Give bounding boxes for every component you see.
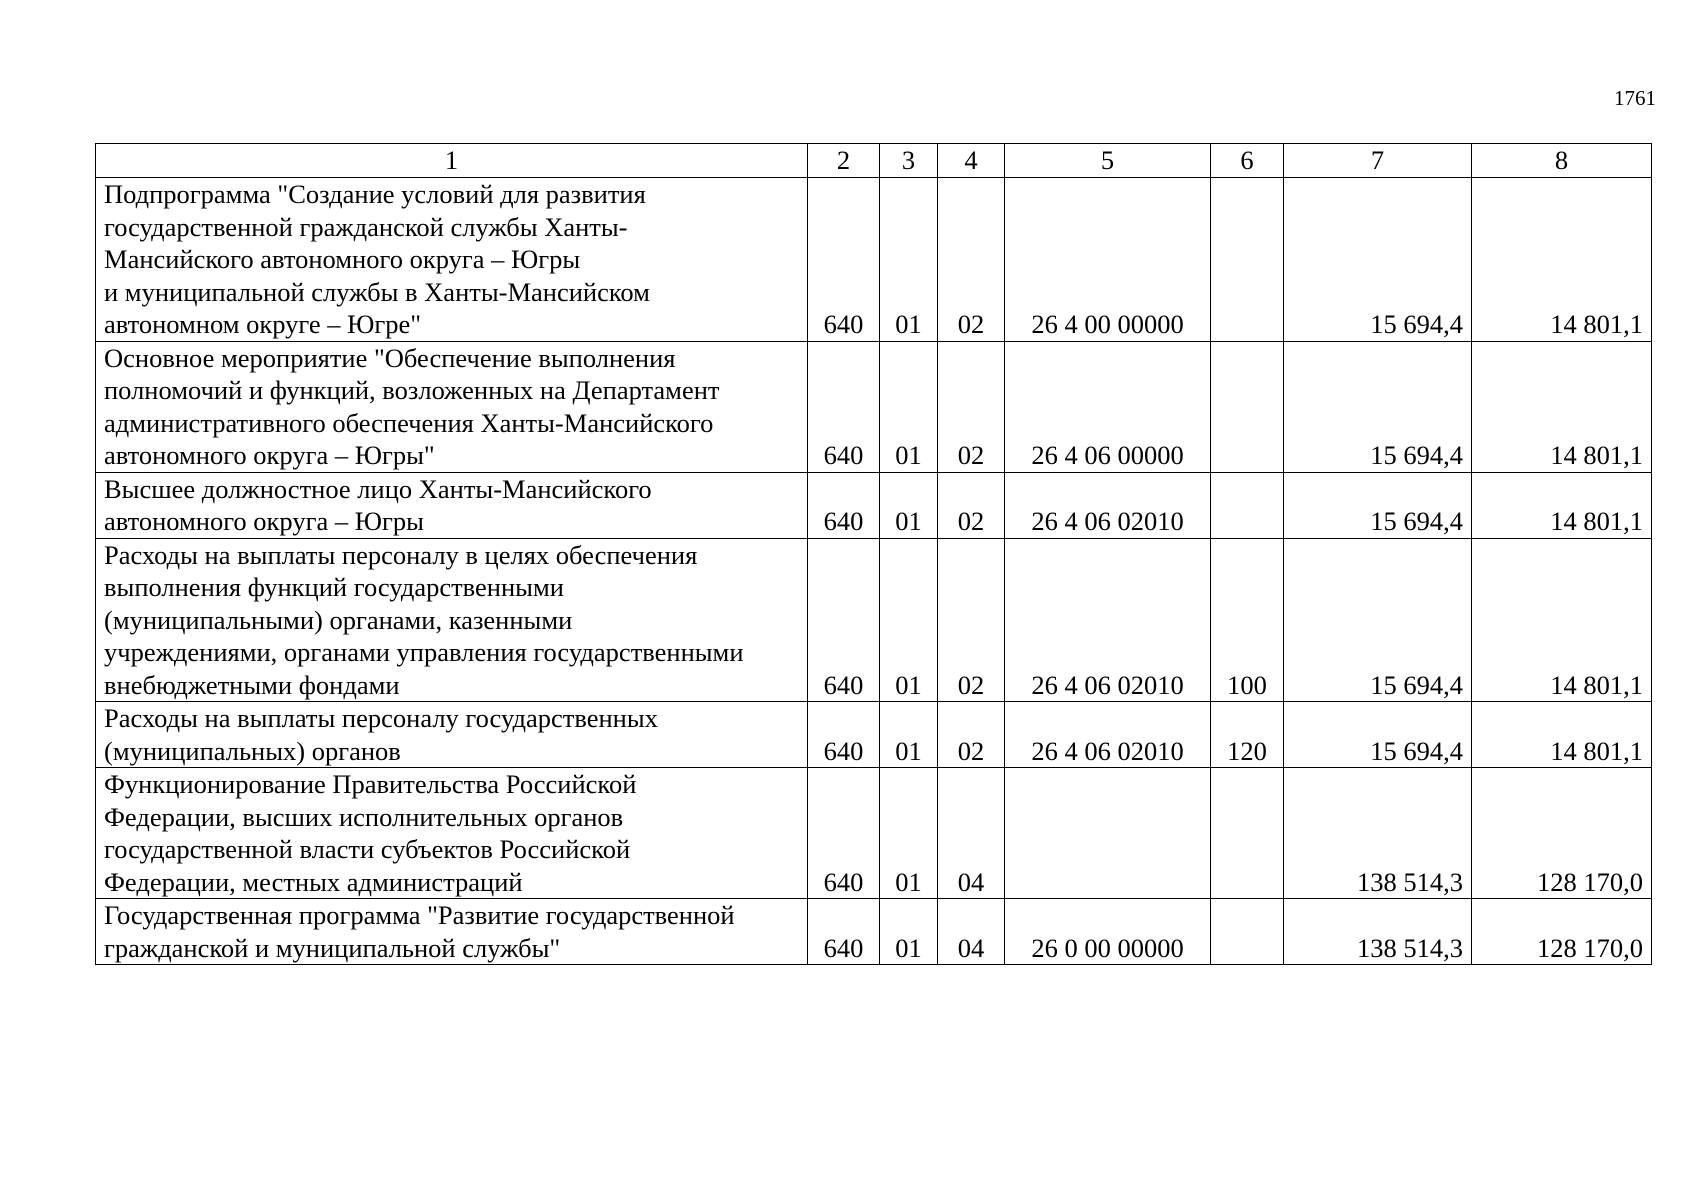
- row-section-code: 01: [880, 178, 938, 342]
- row-ministry-code: 640: [808, 899, 880, 965]
- row-expense-code: 120: [1211, 702, 1284, 768]
- row-expense-code: 100: [1211, 538, 1284, 702]
- row-amount-8: 14 801,1: [1472, 341, 1652, 472]
- row-subsection-code: 02: [938, 341, 1005, 472]
- row-name: Функционирование Правительства Российской Федерации, высших исполнительных органов государственной власти субъектов Российской Федерации, местных администраций: [96, 768, 808, 899]
- row-section-code: 01: [880, 702, 938, 768]
- table-row: [96, 178, 1652, 342]
- row-subsection-code: 02: [938, 702, 1005, 768]
- row-name: Высшее должностное лицо Ханты-Мансийского автономного округа – Югры: [96, 472, 808, 538]
- table-row: [96, 472, 1652, 538]
- row-target-code: 26 4 00 00000: [1005, 178, 1211, 342]
- row-target-code: [1005, 768, 1211, 899]
- row-name: Расходы на выплаты персоналу государственных (муниципальных) органов: [96, 702, 808, 768]
- row-amount-8: 14 801,1: [1472, 702, 1652, 768]
- row-amount-7: 15 694,4: [1284, 341, 1472, 472]
- row-name: Основное мероприятие "Обеспечение выполнения полномочий и функций, возложенных на Департамент административного обеспечения Ханты-Мансийского автономного округа – Югры": [96, 341, 808, 472]
- row-section-code: 01: [880, 472, 938, 538]
- table-row: [96, 341, 1652, 472]
- row-section-code: 01: [880, 538, 938, 702]
- table-row: [96, 702, 1652, 768]
- row-ministry-code: 640: [808, 178, 880, 342]
- row-amount-8: 14 801,1: [1472, 472, 1652, 538]
- row-subsection-code: 02: [938, 472, 1005, 538]
- row-amount-7: 15 694,4: [1284, 538, 1472, 702]
- row-amount-8: 14 801,1: [1472, 178, 1652, 342]
- row-name: Подпрограмма "Создание условий для развития государственной гражданской службы Ханты- Мансийского автономного округа – Югры и муниципальной службы в Ханты-Мансийском автономном округе – Югре": [96, 178, 808, 342]
- row-expense-code: [1211, 472, 1284, 538]
- row-section-code: 01: [880, 341, 938, 472]
- row-ministry-code: 640: [808, 702, 880, 768]
- row-expense-code: [1211, 341, 1284, 472]
- header-cell: 8: [1472, 144, 1652, 178]
- row-name: Государственная программа "Развитие государственной гражданской и муниципальной службы": [96, 899, 808, 965]
- header-cell: 1: [96, 144, 808, 178]
- row-subsection-code: 04: [938, 899, 1005, 965]
- row-section-code: 01: [880, 899, 938, 965]
- row-amount-7: 15 694,4: [1284, 178, 1472, 342]
- row-amount-8: 128 170,0: [1472, 899, 1652, 965]
- row-name: Расходы на выплаты персоналу в целях обеспечения выполнения функций государственными (муниципальными) органами, казенными учреждениями, органами управления государственными внебюджетными фондами: [96, 538, 808, 702]
- row-subsection-code: 02: [938, 538, 1005, 702]
- row-section-code: 01: [880, 768, 938, 899]
- row-expense-code: [1211, 178, 1284, 342]
- header-cell: 2: [808, 144, 880, 178]
- row-amount-8: 14 801,1: [1472, 538, 1652, 702]
- row-amount-8: 128 170,0: [1472, 768, 1652, 899]
- table-row: [96, 899, 1652, 965]
- budget-table: [95, 143, 1652, 965]
- row-amount-7: 138 514,3: [1284, 768, 1472, 899]
- header-cell: 3: [880, 144, 938, 178]
- table-header-row: [96, 144, 1652, 178]
- table-row: [96, 768, 1652, 899]
- row-subsection-code: 02: [938, 178, 1005, 342]
- row-target-code: 26 4 06 02010: [1005, 538, 1211, 702]
- row-ministry-code: 640: [808, 472, 880, 538]
- page-number: 1761: [1614, 86, 1656, 110]
- row-target-code: 26 0 00 00000: [1005, 899, 1211, 965]
- header-cell: 7: [1284, 144, 1472, 178]
- row-expense-code: [1211, 899, 1284, 965]
- row-ministry-code: 640: [808, 341, 880, 472]
- row-amount-7: 15 694,4: [1284, 702, 1472, 768]
- header-cell: 4: [938, 144, 1005, 178]
- row-expense-code: [1211, 768, 1284, 899]
- row-target-code: 26 4 06 02010: [1005, 702, 1211, 768]
- table-row: [96, 538, 1652, 702]
- row-amount-7: 15 694,4: [1284, 472, 1472, 538]
- row-ministry-code: 640: [808, 538, 880, 702]
- header-cell: 5: [1005, 144, 1211, 178]
- header-cell: 6: [1211, 144, 1284, 178]
- row-subsection-code: 04: [938, 768, 1005, 899]
- row-amount-7: 138 514,3: [1284, 899, 1472, 965]
- row-target-code: 26 4 06 02010: [1005, 472, 1211, 538]
- row-target-code: 26 4 06 00000: [1005, 341, 1211, 472]
- row-ministry-code: 640: [808, 768, 880, 899]
